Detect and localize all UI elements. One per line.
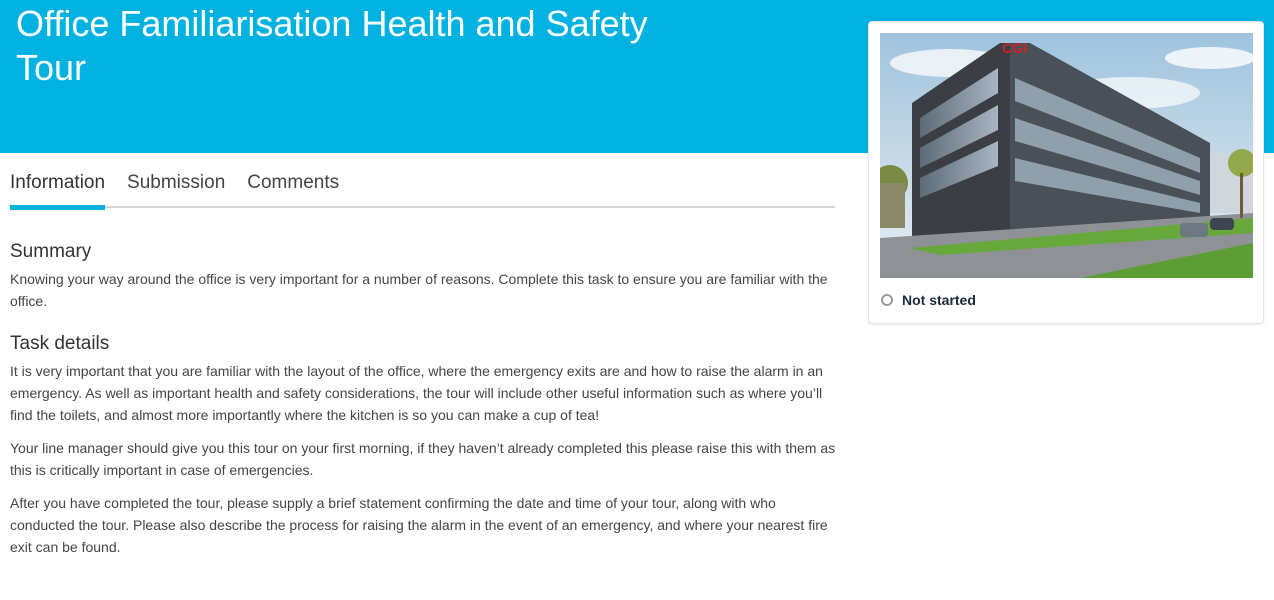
task-details-heading: Task details: [10, 333, 110, 354]
status-circle-icon: [881, 294, 893, 306]
summary-text: Knowing your way around the office is very important for a number of reasons. Complete this task to ensure you are familiar with the office.: [10, 271, 828, 309]
tab-comments[interactable]: Comments: [247, 172, 340, 193]
summary-section: [10, 240, 840, 312]
task-information: [10, 240, 840, 569]
tab-information[interactable]: Information: [10, 166, 105, 208]
task-card: [868, 21, 1264, 324]
building-sign: CGI: [1002, 40, 1027, 56]
task-details-paragraph: It is very important that you are familiar with the layout of the office, where the emergency exits are and how to raise the alarm in an emergency. As well as important health and safety considerations, the tour will include other useful information such as where you’ll find the toilets, and almost more importantly where the kitchen is so you can make a cup of tea!: [10, 363, 823, 423]
task-details-paragraph: Your line manager should give you this tour on your first morning, if they haven’t already completed this please raise this with them as this is critically important in case of emergencies.: [10, 440, 836, 478]
tab-bar: [10, 166, 835, 208]
office-building-photo: [880, 33, 1253, 278]
tab-submission[interactable]: Submission: [127, 172, 226, 193]
page-title: Office Familiarisation Health and Safety Tour: [16, 3, 648, 88]
task-details-section: [10, 332, 840, 558]
task-status: [881, 292, 976, 308]
status-text: Not started: [902, 292, 976, 308]
summary-heading: Summary: [10, 241, 92, 262]
task-details-paragraph: After you have completed the tour, please supply a brief statement confirming the date and time of your tour, along with who conducted the tour. Please also describe the process for raising the alarm in the event of an emergency, and where your nearest fire exit can be found.: [10, 495, 828, 555]
